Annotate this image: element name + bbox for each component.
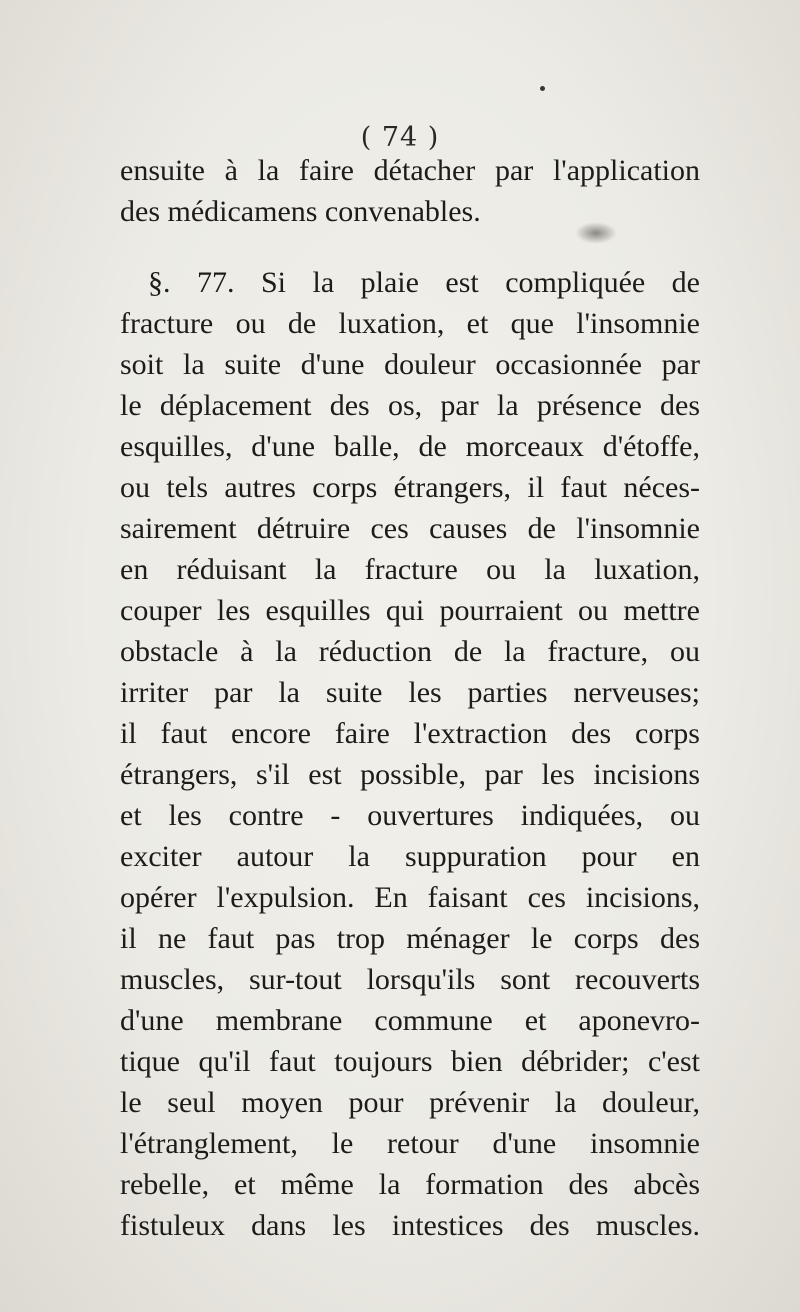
paragraph-gap <box>120 232 700 262</box>
ink-speck <box>540 86 545 91</box>
text-line: fistuleux dans les intestices des muscles. <box>120 1209 700 1242</box>
text-line: en réduisant la fracture ou la luxation, <box>120 553 700 586</box>
text-line: fracture ou de luxation, et que l'insomnie <box>120 307 700 340</box>
text-line: il faut encore faire l'extraction des corps <box>120 717 700 750</box>
text-line: ensuite à la faire détacher par l'application <box>120 154 700 187</box>
text-line: exciter autour la suppuration pour en <box>120 840 700 873</box>
text-line: soit la suite d'une douleur occasionnée par <box>120 348 700 381</box>
text-line: l'étranglement, le retour d'une insomnie <box>120 1127 700 1160</box>
text-line: il ne faut pas trop ménager le corps des <box>120 922 700 955</box>
text-line: étrangers, s'il est possible, par les incisions <box>120 758 700 791</box>
text-line: rebelle, et même la formation des abcès <box>120 1168 700 1201</box>
text-line: le seul moyen pour prévenir la douleur, <box>120 1086 700 1119</box>
text-line: couper les esquilles qui pourraient ou mettre <box>120 594 700 627</box>
text-line: et les contre - ouvertures indiquées, ou <box>120 799 700 832</box>
text-line: opérer l'expulsion. En faisant ces incisions, <box>120 881 700 914</box>
text-line: d'une membrane commune et aponevro- <box>120 1004 700 1037</box>
text-line: des médicamens convenables. <box>120 195 481 228</box>
text-line: le déplacement des os, par la présence des <box>120 389 700 422</box>
body-text <box>120 150 700 1246</box>
text-line: muscles, sur-tout lorsqu'ils sont recouverts <box>120 963 700 996</box>
text-line: tique qu'il faut toujours bien débrider; c'est <box>120 1045 700 1078</box>
text-line: obstacle à la réduction de la fracture, ou <box>120 635 700 668</box>
text-line: esquilles, d'une balle, de morceaux d'étoffe, <box>120 430 700 463</box>
text-line: irriter par la suite les parties nerveuses; <box>120 676 700 709</box>
text-line: sairement détruire ces causes de l'insomnie <box>120 512 700 545</box>
text-line: ou tels autres corps étrangers, il faut néces- <box>120 471 700 504</box>
page-number: ( 74 ) <box>360 122 440 153</box>
section-heading-line: §. 77. Si la plaie est compliquée de <box>148 266 700 299</box>
